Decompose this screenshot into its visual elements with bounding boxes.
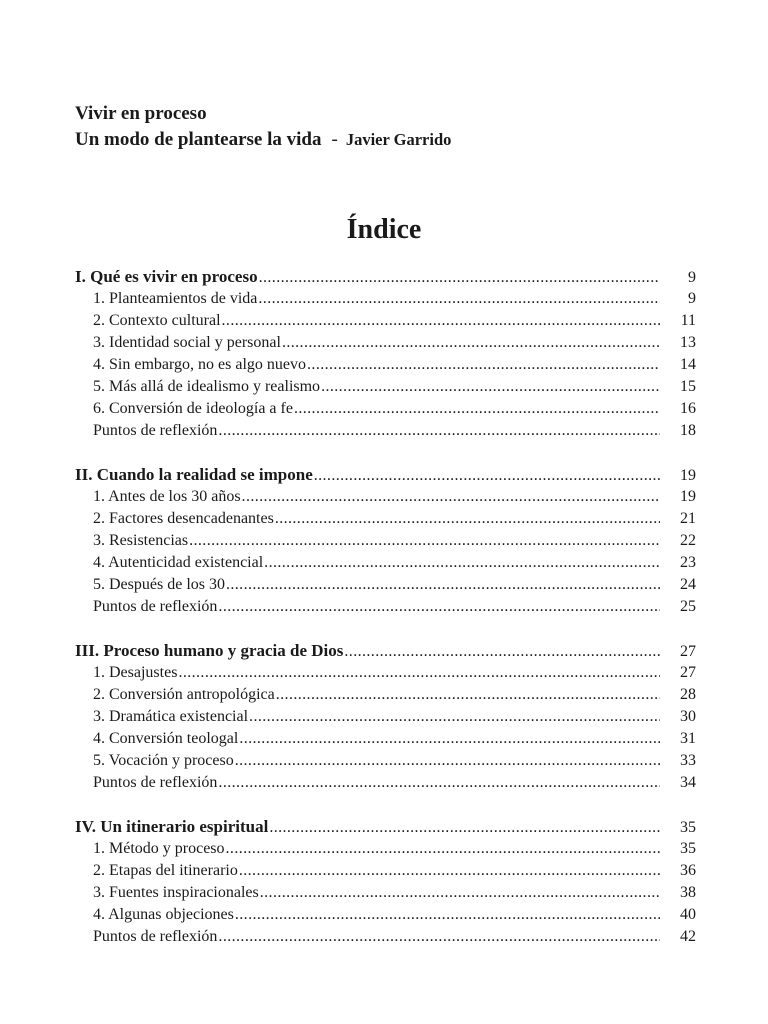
toc-section-entry [75,772,696,794]
toc-entry-title: II. Cuando la realidad se impone [75,465,313,484]
dot-leader [314,465,660,487]
dot-leader [218,926,660,948]
dot-leader [294,398,660,420]
dot-leader [218,772,660,794]
dot-leader [235,750,660,772]
toc-section-entry [75,662,696,684]
toc-section-entry [75,750,696,772]
toc-page-number: 13 [680,334,696,351]
toc-section-entry [75,706,696,728]
dot-leader [178,662,660,684]
dot-leader [259,267,660,289]
index-heading: Índice [346,214,422,245]
toc-page-number: 16 [680,400,696,417]
dot-leader [258,288,660,310]
toc-chapter [75,266,696,442]
toc-entry-title: 3. Fuentes inspiracionales [93,884,259,901]
dot-leader [276,684,660,706]
toc-entry-title: 3. Identidad social y personal [93,334,281,351]
toc-section-entry [75,860,696,882]
toc-page-number: 24 [680,576,696,593]
dot-leader [226,574,660,596]
toc-entry-title: 5. Después de los 30 [93,576,225,593]
toc-page-number: 42 [680,928,696,945]
toc-section-entry [75,288,696,310]
toc-entry-title: 1. Desajustes [93,664,178,681]
toc-entry-title: 2. Conversión antropológica [93,686,275,703]
toc-section-entry [75,486,696,508]
toc-page-number: 23 [680,554,696,571]
toc-chapter-entry [75,464,696,486]
toc-page-number: 19 [680,467,696,484]
toc-page-number: 22 [680,532,696,549]
toc-entry-title: Puntos de reflexión [93,774,218,791]
toc-page-number: 30 [680,708,696,725]
book-header [75,101,451,153]
toc-entry-title: 4. Conversión teologal [93,730,239,747]
toc-entry-title: Puntos de reflexión [93,422,218,439]
toc-entry-title: 3. Resistencias [93,532,189,549]
toc-page-number: 38 [680,884,696,901]
dot-leader [226,838,660,860]
toc-page-number: 28 [680,686,696,703]
toc-page-number: 11 [680,312,696,329]
toc-section-entry [75,728,696,750]
toc-section-entry [75,552,696,574]
toc-section-entry [75,310,696,332]
dot-leader [307,354,660,376]
book-author: Javier Garrido [345,130,452,149]
dot-leader [222,310,660,332]
toc-page-number: 9 [688,290,696,307]
toc-entry-title: IV. Un itinerario espiritual [75,817,269,836]
dot-leader [242,486,660,508]
toc-chapter-entry [75,816,696,838]
toc-chapter [75,464,696,618]
toc-entry-title: 1. Método y proceso [93,840,225,857]
toc-entry-title: 1. Planteamientos de vida [93,290,258,307]
toc-entry-title: 6. Conversión de ideología a fe [93,400,293,417]
title-author-separator: - [331,129,338,150]
toc-chapter-entry [75,640,696,662]
toc-chapter-entry [75,266,696,288]
toc-section-entry [75,376,696,398]
toc-entry-title: 2. Etapas del itinerario [93,862,238,879]
dot-leader [282,332,660,354]
toc-section-entry [75,838,696,860]
toc-section-entry [75,508,696,530]
dot-leader [239,728,660,750]
toc-entry-title: III. Proceso humano y gracia de Dios [75,641,344,660]
toc-section-entry [75,354,696,376]
toc-entry-title: I. Qué es vivir en proceso [75,267,258,286]
dot-leader [189,530,660,552]
toc-entry-title: 1. Antes de los 30 años [93,488,241,505]
toc-entry-title: 5. Más allá de idealismo y realismo [93,378,321,395]
toc-entry-title: 3. Dramática existencial [93,708,249,725]
book-title: Vivir en proceso [75,103,207,124]
toc-page-number: 35 [680,819,696,836]
dot-leader [249,706,660,728]
toc-page-number: 21 [680,510,696,527]
dot-leader [269,817,660,839]
toc-section-entry [75,420,696,442]
dot-leader [235,904,660,926]
toc-entry-title: 2. Contexto cultural [93,312,221,329]
toc-section-entry [75,904,696,926]
dot-leader [239,860,660,882]
toc-section-entry [75,596,696,618]
toc-page-number: 31 [680,730,696,747]
toc-page-number: 34 [680,774,696,791]
dot-leader [260,882,660,904]
toc-entry-title: 4. Sin embargo, no es algo nuevo [93,356,307,373]
toc-page-number: 18 [680,422,696,439]
dot-leader [264,552,660,574]
toc-page-number: 27 [680,664,696,681]
toc-page-number: 35 [680,840,696,857]
toc-page-number: 27 [680,643,696,660]
toc-entry-title: 2. Factores desencadenantes [93,510,274,527]
dot-leader [344,641,660,663]
toc-page-number: 40 [680,906,696,923]
toc-entry-title: Puntos de reflexión [93,928,218,945]
toc-chapter [75,816,696,948]
dot-leader [275,508,660,530]
toc-entry-title: 4. Algunas objeciones [93,906,234,923]
toc-entry-title: 5. Vocación y proceso [93,752,234,769]
toc-page-number: 9 [688,269,696,286]
toc-entry-title: Puntos de reflexión [93,598,218,615]
toc-page-number: 14 [680,356,696,373]
toc-section-entry [75,684,696,706]
toc-page-number: 25 [680,598,696,615]
book-subtitle-line [75,127,451,153]
table-of-contents [75,266,696,970]
book-subtitle: Un modo de plantearse la vida [75,129,322,150]
dot-leader [321,376,660,398]
toc-page-number: 33 [680,752,696,769]
toc-page-number: 19 [680,488,696,505]
dot-leader [218,596,660,618]
dot-leader [218,420,660,442]
toc-page-number: 36 [680,862,696,879]
toc-section-entry [75,398,696,420]
toc-section-entry [75,530,696,552]
toc-page-number: 15 [680,378,696,395]
toc-section-entry [75,926,696,948]
toc-section-entry [75,332,696,354]
toc-chapter [75,640,696,794]
toc-entry-title: 4. Autenticidad existencial [93,554,264,571]
toc-section-entry [75,574,696,596]
toc-section-entry [75,882,696,904]
